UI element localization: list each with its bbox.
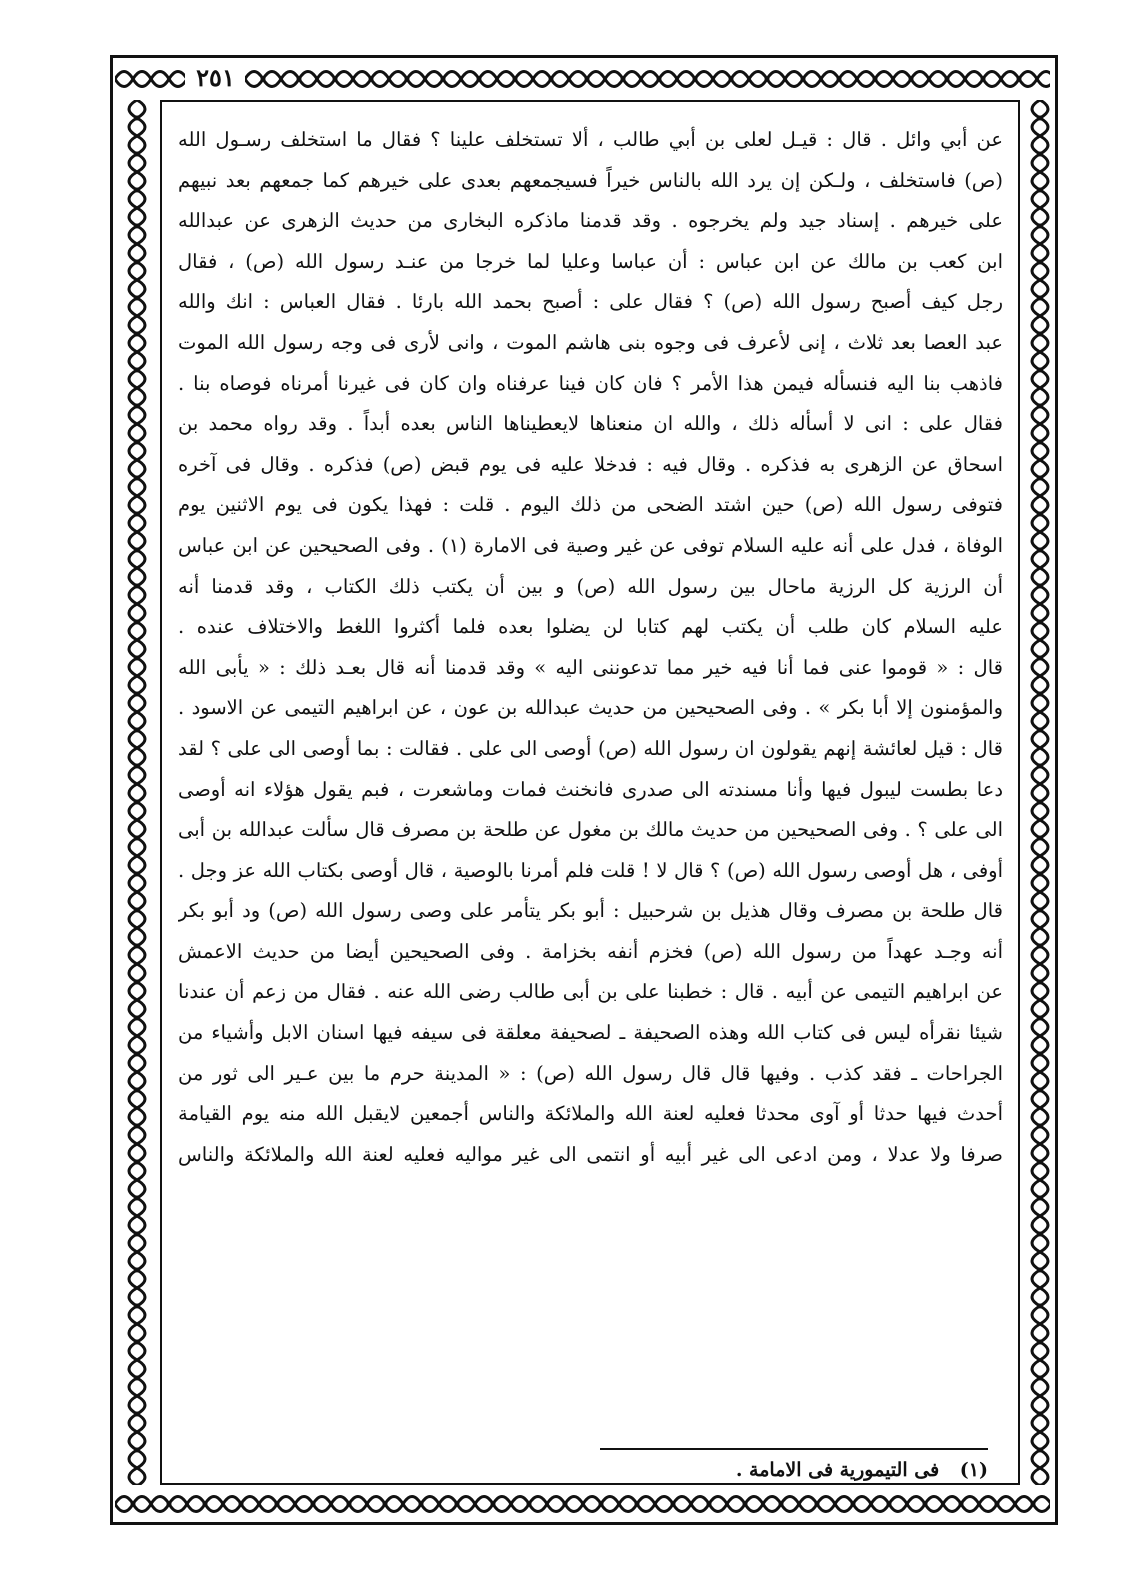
- text-line: الجراحات ـ فقد كذب . وفيها قال قال رسول الله (ص) : « المدينة حرم ما بين عـير الى ثور من: [178, 1061, 1003, 1085]
- text-line: (ص) فاستخلف ، ولـكن إن يرد الله بالناس خيراً فسيجمعهم بعدى على خيرهم كما جمعهم بعد نبيهم: [178, 168, 1003, 192]
- text-line: أنه وجـد عهداً من رسول الله (ص) فخزم أنفه بخزامة . وفى الصحيحين أيضا من حديث الاعمش: [178, 939, 1003, 963]
- text-line: عن أبي وائل . قال : قيـل لعلى بن أبي طالب ، ألا تستخلف علينا ؟ فقال ما استخلف رسـول الله: [178, 128, 1003, 151]
- footnote-separator: [600, 1448, 988, 1450]
- footnote-text: فى التيمورية فى الامامة .: [735, 1459, 940, 1481]
- text-line: شيئا نقرأه ليس فى كتاب الله وهذه الصحيفة ـ لصحيفة معلقة فى سيفه فيها اسنان الابل وأشياء من: [178, 1021, 1003, 1045]
- text-line: والمؤمنون إلا أبا بكر » . وفى الصحيحين من حديث عبدالله بن عون ، عن ابراهيم التيمى عن الاسود .: [178, 696, 1003, 720]
- border-ornament-right: [1018, 100, 1056, 1485]
- text-line: فقال على : انى لا أسأله ذلك ، والله ان منعناها لايعطيناها الناس بعده أبداً . وقد رواه محمد بن: [178, 412, 1003, 436]
- text-line: فاذهب بنا اليه فنسأله فيمن هذا الأمر ؟ فان كان فينا عرفناه وان كان فى غيرنا أمرناه فوصاه بنا .: [178, 371, 1003, 395]
- text-line: اسحاق عن الزهرى به فذكره . وقال فيه : فدخلا عليه فى يوم قبض (ص) فذكره . وقال فى آخره: [178, 452, 1003, 476]
- text-line: دعا بطست ليبول فيها وأنا مسندته الى صدرى فانخنث فمات وماشعرت ، فبم يقول هؤلاء انه أوصى: [178, 777, 1003, 801]
- border-ornament-bottom: [115, 1487, 1050, 1521]
- border-ornament-top-left: [115, 62, 185, 96]
- footnote: [600, 1452, 988, 1488]
- text-line: الوفاة ، فدل على أنه عليه السلام توفى عن غير وصية فى الامارة (١) . وفى الصحيحين عن ابن عباس: [178, 533, 1003, 557]
- text-line: ابن كعب بن مالك عن ابن عباس : أن عباسا وعليا لما خرجا من عنـد رسول الله (ص) ، فقال: [178, 249, 1003, 273]
- page-number: ٢٥١: [196, 63, 235, 92]
- body-text: [178, 120, 1003, 1175]
- text-line: أوفى ، هل أوصى رسول الله (ص) ؟ قال لا ! قلت فلم أمرنا بالوصية ، قال أوصى بكتاب الله عز وجل .: [178, 858, 1003, 882]
- text-line: أن الرزية كل الرزية ماحال بين رسول الله (ص) و بين أن يكتب ذلك الكتاب ، وقد قدمنا أنه: [178, 574, 1003, 598]
- text-line: عليه السلام كان طلب أن يكتب لهم كتابا لن يضلوا بعده فلما أكثروا اللغط والاختلاف عنده .: [178, 615, 1003, 639]
- text-line: قال طلحة بن مصرف وقال هذيل بن شرحبيل : أبو بكر يتأمر على وصى رسول الله (ص) ود أبو بكر: [178, 899, 1003, 923]
- text-line: رجل كيف أصبح رسول الله (ص) ؟ فقال على : أصبح بحمد الله بارئا . فقال العباس : انك والله: [178, 290, 1003, 314]
- text-line: صرفا ولا عدلا ، ومن ادعى الى غير أبيه أو انتمى الى غير مواليه فعليه لعنة الله والملائكة والناس: [178, 1142, 1003, 1166]
- text-line: قال : « قوموا عنى فما أنا فيه خير مما تدعوننى اليه » وقد قدمنا أنه قال بعـد ذلك : « يأبى الله: [178, 655, 1003, 679]
- border-ornament-left: [115, 100, 159, 1485]
- text-line: فتوفى رسول الله (ص) حين اشتد الضحى من ذلك اليوم . قلت : فهذا يكون فى يوم الاثنين يوم: [178, 493, 1003, 517]
- border-ornament-top: [245, 62, 1050, 96]
- text-line: عن ابراهيم التيمى عن أبيه . قال : خطبنا على بن أبى طالب رضى الله عنه . فقال من زعم أن عندنا: [178, 980, 1003, 1004]
- text-line: قال : قيل لعائشة إنهم يقولون ان رسول الله (ص) أوصى الى على . فقالت : بما أوصى الى على ؟ لقد: [178, 736, 1003, 760]
- text-line: الى على ؟ . وفى الصحيحين من حديث مالك بن مغول عن طلحة بن مصرف قال سألت عبدالله بن أبى: [178, 818, 1003, 842]
- text-line: على خيرهم . إسناد جيد ولم يخرجوه . وقد قدمنا ماذكره البخارى من حديث الزهرى عن عبدالله: [178, 209, 1003, 233]
- footnote-marker: (١): [959, 1459, 988, 1481]
- text-line: عبد العصا بعد ثلاث ، إنى لأعرف فى وجوه بنى هاشم الموت ، وانى لأرى فى وجه رسول الله الموت: [178, 330, 1003, 354]
- text-line: أحدث فيها حدثا أو آوى محدثا فعليه لعنة الله والملائكة والناس أجمعين لايقبل الله منه يوم القيامة: [178, 1102, 1003, 1126]
